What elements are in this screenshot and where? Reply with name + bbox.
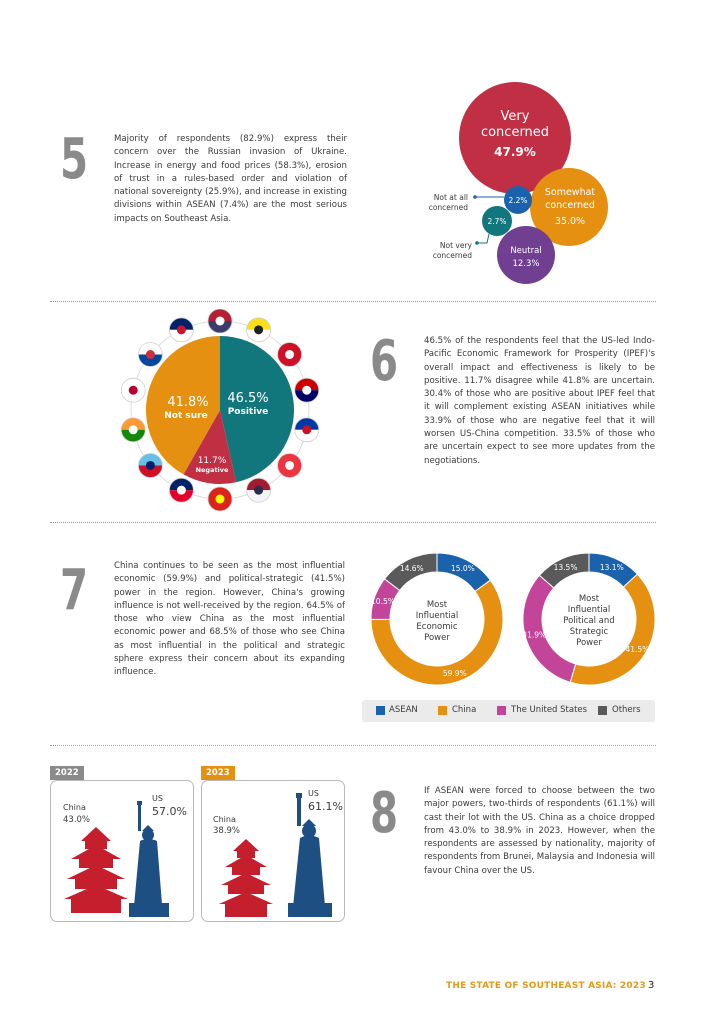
donut-pol-label-asean: 13.1% (599, 562, 624, 572)
bubble-very-line1: Very (500, 109, 530, 124)
legend-label-us: The United States (511, 705, 588, 715)
section-8-text: If ASEAN were forced to choose between the two major powers, two-thirds of respondents (61.1%) will cast their lot with the US. China as a choice dropped from 43.0% to 38.9% in 2023. However, when the respondents are assessed by nationality, majority of respondents from Brunei, Malaysia and Indonesia will favour China over the US. (424, 786, 655, 876)
label-notatall-line2: concerned (428, 203, 468, 212)
legend-label-china: China (452, 705, 477, 715)
flag-indonesia-icon (278, 343, 302, 367)
bubble-neutral-value: 12.3% (512, 259, 540, 269)
ipef-chart (110, 309, 370, 519)
section-5-text: Majority of respondents (82.9%) express their concern over the Russian invasion of Ukraine. Increase in energy and food prices (58.3%), erosion of trust in a rules-based order and violation of national sovereignty (25.9%), and increase in existing divisions within ASEAN (7.4%) are the most serious impacts on Southeast Asia. (114, 134, 347, 224)
us-2022-label: US (152, 794, 163, 803)
donut-econ-title-3: Economic (416, 622, 458, 632)
concern-bubble-chart (0, 0, 724, 300)
china-2022-label: China (63, 803, 86, 812)
legend-swatch-others (598, 706, 607, 715)
ipef-positive-value: 46.5% (227, 391, 269, 406)
ipef-notsure-value: 41.8% (167, 395, 209, 410)
year-box-2022 (50, 780, 194, 922)
donut-pol-label-china: 41.5% (625, 645, 650, 655)
influence-donut-charts (360, 545, 660, 695)
section-number-5: 5 (60, 127, 89, 192)
bubble-neutral-label: Neutral (510, 246, 542, 256)
leader-dot-not-at-all (473, 195, 477, 199)
divider-1 (50, 301, 656, 302)
bubble-very-value: 47.9% (494, 145, 536, 159)
divider-2 (50, 522, 656, 523)
donut-econ-label-others: 14.6% (399, 563, 424, 573)
flag-south-korea-icon (138, 343, 162, 367)
legend-swatch-asean (376, 706, 385, 715)
donut-econ-label-the-united-states: 10.5% (371, 596, 395, 606)
bubble-notatall-value: 2.2% (508, 196, 528, 205)
year-box-2023 (201, 780, 345, 922)
liberty-icon-2022 (123, 799, 178, 919)
year-tag-2022: 2022 (50, 766, 84, 780)
legend-swatch-china (438, 706, 447, 715)
flag-australia-icon (169, 478, 193, 502)
donut-pol-title-4: Strategic (569, 627, 609, 637)
flag-philippines-icon (295, 418, 319, 442)
flag-united-states-icon (208, 309, 232, 333)
donut-pol-title-3: Political and (563, 616, 615, 626)
donut-pol-label-the-united-states: 31.9% (522, 630, 547, 640)
influence-legend (362, 700, 655, 722)
donut-econ-title-4: Power (424, 633, 450, 643)
donut-pol-segment-the-united-states (523, 575, 576, 682)
flag-singapore-icon (278, 453, 302, 477)
donut-econ-label-asean: 15.0% (450, 564, 475, 574)
legend-label-asean: ASEAN (389, 705, 418, 715)
legend-label-others: Others (612, 705, 641, 715)
pagoda-icon-2022 (61, 825, 131, 925)
bubble-somewhat-line2: concerned (545, 200, 595, 211)
flag-india-icon (121, 418, 145, 442)
section-number-8: 8 (370, 781, 399, 846)
flag-fiji-icon (138, 453, 162, 477)
pagoda-icon-2023 (216, 837, 276, 927)
bubble-very-line2: concerned (480, 125, 550, 140)
label-notatall-line1: Not at all (433, 193, 468, 202)
section-number-6: 6 (370, 329, 399, 394)
donut-pol-title-2: Influential (567, 605, 611, 615)
bubble-somewhat-value: 35.0% (554, 216, 586, 227)
ipef-positive-label: Positive (227, 407, 269, 417)
us-2023-value: 61.1% (308, 800, 343, 813)
legend-swatch-us (497, 706, 506, 715)
donut-econ-title-1: Most (426, 600, 448, 610)
flag-japan-icon (121, 378, 145, 402)
divider-3 (50, 745, 656, 746)
donut-pol-label-others: 13.5% (553, 563, 578, 573)
leader-not-very (477, 234, 489, 243)
page-number: 3 (648, 980, 655, 991)
china-2022-value: 43.0% (63, 815, 91, 825)
footer-title: THE STATE OF SOUTHEAST ASIA: 2023 (446, 981, 646, 991)
us-2023-label: US (308, 789, 319, 798)
label-notvery-line1: Not very (439, 241, 472, 250)
flag-brunei-icon (247, 318, 271, 342)
flag-malaysia-icon (295, 378, 319, 402)
ipef-negative-value: 11.7% (197, 456, 227, 466)
liberty-icon-2023 (282, 791, 342, 921)
section-number-7: 7 (60, 558, 89, 623)
ipef-notsure-label: Not sure (164, 411, 208, 421)
bubble-somewhat-line1: Somewhat (544, 187, 596, 198)
ipef-negative-label: Negative (195, 466, 229, 474)
china-2023-value: 38.9% (213, 826, 241, 836)
us-2022-value: 57.0% (152, 805, 187, 818)
flag-vietnam-icon (208, 487, 232, 511)
flag-new-zealand-icon (169, 318, 193, 342)
section-7-text: China continues to be seen as the most influential economic (59.9%) and political-strategic (41.5%) power in the region. However, China's growing influence is not well-received by the region. 64.5% of those who view China as the most influential economic power and 68.5% of those who see China as most influential in the political and strategic sphere express their concern about its expanding influence. (114, 561, 345, 678)
donut-pol-title-5: Power (576, 638, 602, 648)
china-2023-label: China (213, 815, 236, 824)
section-6-text: 46.5% of the respondents feel that the US-led Indo-Pacific Economic Framework for Prosperity (IPEF)'s overall impact and effectiveness is likely to be positive. 11.7% disagree while 41.8% are uncertain. 30.4% of those who are positive about IPEF feel that it will complement existing ASEAN initiatives while 33.9% of those who are negative feel that it will worsen US-China competition. 33.5% of those who are uncertain expect to see more updates from the negotiations. (424, 336, 655, 466)
flag-thailand-icon (247, 478, 271, 502)
donut-econ-label-china: 59.9% (442, 669, 467, 679)
donut-econ-title-2: Influential (415, 611, 459, 621)
bubble-notvery-value: 2.7% (487, 217, 507, 226)
label-notvery-line2: concerned (432, 251, 472, 260)
donut-pol-title-1: Most (578, 594, 600, 604)
leader-dot-not-very (475, 241, 479, 245)
year-tag-2023: 2023 (201, 766, 235, 780)
